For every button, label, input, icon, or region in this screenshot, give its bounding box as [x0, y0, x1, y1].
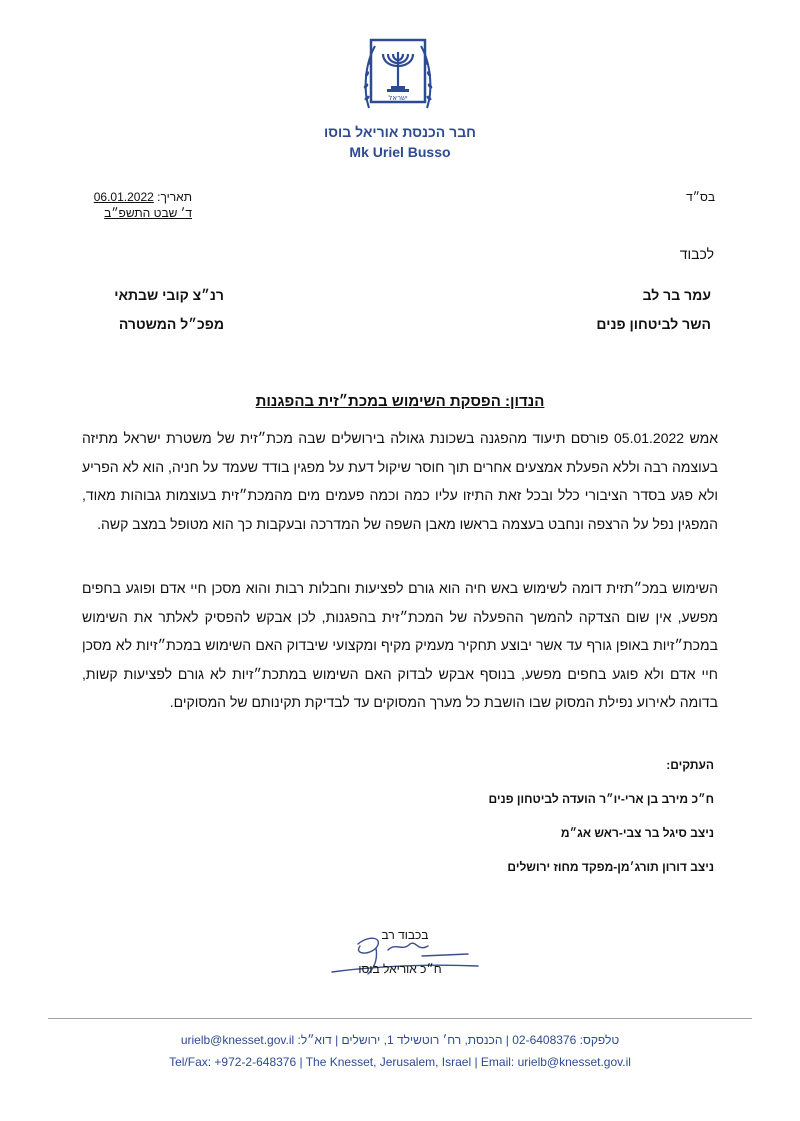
recipient-commissioner-name: רנ״צ קובי שבתאי: [114, 287, 224, 303]
date-block: [72, 190, 192, 220]
recipient-minister-title: השר לביטחון פנים: [596, 316, 711, 332]
mk-name-english: Mk Uriel Busso: [349, 144, 451, 160]
recipient-minister-name: עמר בר לב: [642, 287, 711, 303]
body-paragraph-2: השימוש במכ״תזית דומה לשימוש באש חיה הוא גורם לפציעות וחבלות רבות והוא מסכן חיי אדם ופוגע בחפים מפשע, אין שום הצדקה להמשך ההפעלה של המכת״זית בהפגנות, לכן אבקש להפסיק לאלתר את השימוש במכת״זיות באופן גורף עד אשר יבוצע תחקיר מעמיק מקיף ומקצועי שיבדוק האם השימוש במכת״זיות לא מסכן חיי אדם ולא פוגע בחפים מפשע, בנוסף אבקש לבדוק האם השימוש במתכת״זיות לא גורם לפציעות קשות, בדומה לאירוע נפילת המסוק שבו הושבת כל מערך המסוקים עד לבדיקת תקינותם של המסוקים.: [82, 580, 718, 710]
footer-contact-english: Tel/Fax: +972-2-648376 | The Knesset, Jerusalem, Israel | Email: urielb@knesset.gov.il: [169, 1055, 631, 1069]
copy-recipient: ח״כ מירב בן ארי-יו״ר הועדה לביטחון פנים: [488, 792, 714, 806]
bsd-mark: בס״ד: [686, 190, 715, 204]
date-value: 06.01.2022: [93, 190, 154, 204]
footer-contact-hebrew: טלפקס: 02-6408376 | הכנסת, רח׳ רוטשילד 1, ירושלים | דוא״ל: urielb@knesset.gov.il: [180, 1033, 620, 1047]
hebrew-date: ד׳ שבט התשפ״ב: [104, 206, 192, 220]
svg-text:ישראל: ישראל: [388, 94, 408, 102]
knesset-emblem-icon: [361, 38, 435, 122]
subject-line: הנדון: הפסקת השימוש במכת״זית בהפגנות: [255, 393, 545, 410]
closing-phrase: בכבוד רב: [381, 928, 429, 942]
mk-name-hebrew: חבר הכנסת אוריאל בוסו: [324, 124, 476, 140]
copy-recipient: ניצב דורון תורג׳מן-מפקד מחוז ירושלים: [507, 860, 714, 874]
copy-recipient: ניצב סיגל בר צבי-ראש אג״מ: [560, 826, 714, 840]
recipient-commissioner-title: מפכ״ל המשטרה: [118, 316, 224, 332]
signer-name: ח״כ אוריאל בוסו: [358, 962, 442, 976]
body-paragraph-1: אמש 05.01.2022 פורסם תיעוד מהפגנה בשכונת גאולה בירושלים שבה מכת״זית של משטרת ישראל מתיזה בעוצמה רבה וללא הפעלת אמצעים אחרים תוך חוסר שיקול דעת על מפגין בודד שעמד על חניה, הוא לא הפריע ולא פגע בסדר הציבורי כלל ובכל זאת התיזו עליו כמה וכמה פעמים מים מהמכת״זית בעוצמות גבוהות מאוד, המפגין נפל על הרצפה ונחבט בעצמה בראשו מאבן השפה של המדרכה ובעקבות כך הוא מטופל במצב קשה.: [82, 430, 718, 532]
greeting: לכבוד: [679, 246, 714, 262]
footer-divider: [48, 1018, 752, 1019]
date-label: תאריך:: [157, 190, 192, 204]
copies-heading: העתקים:: [666, 758, 714, 772]
